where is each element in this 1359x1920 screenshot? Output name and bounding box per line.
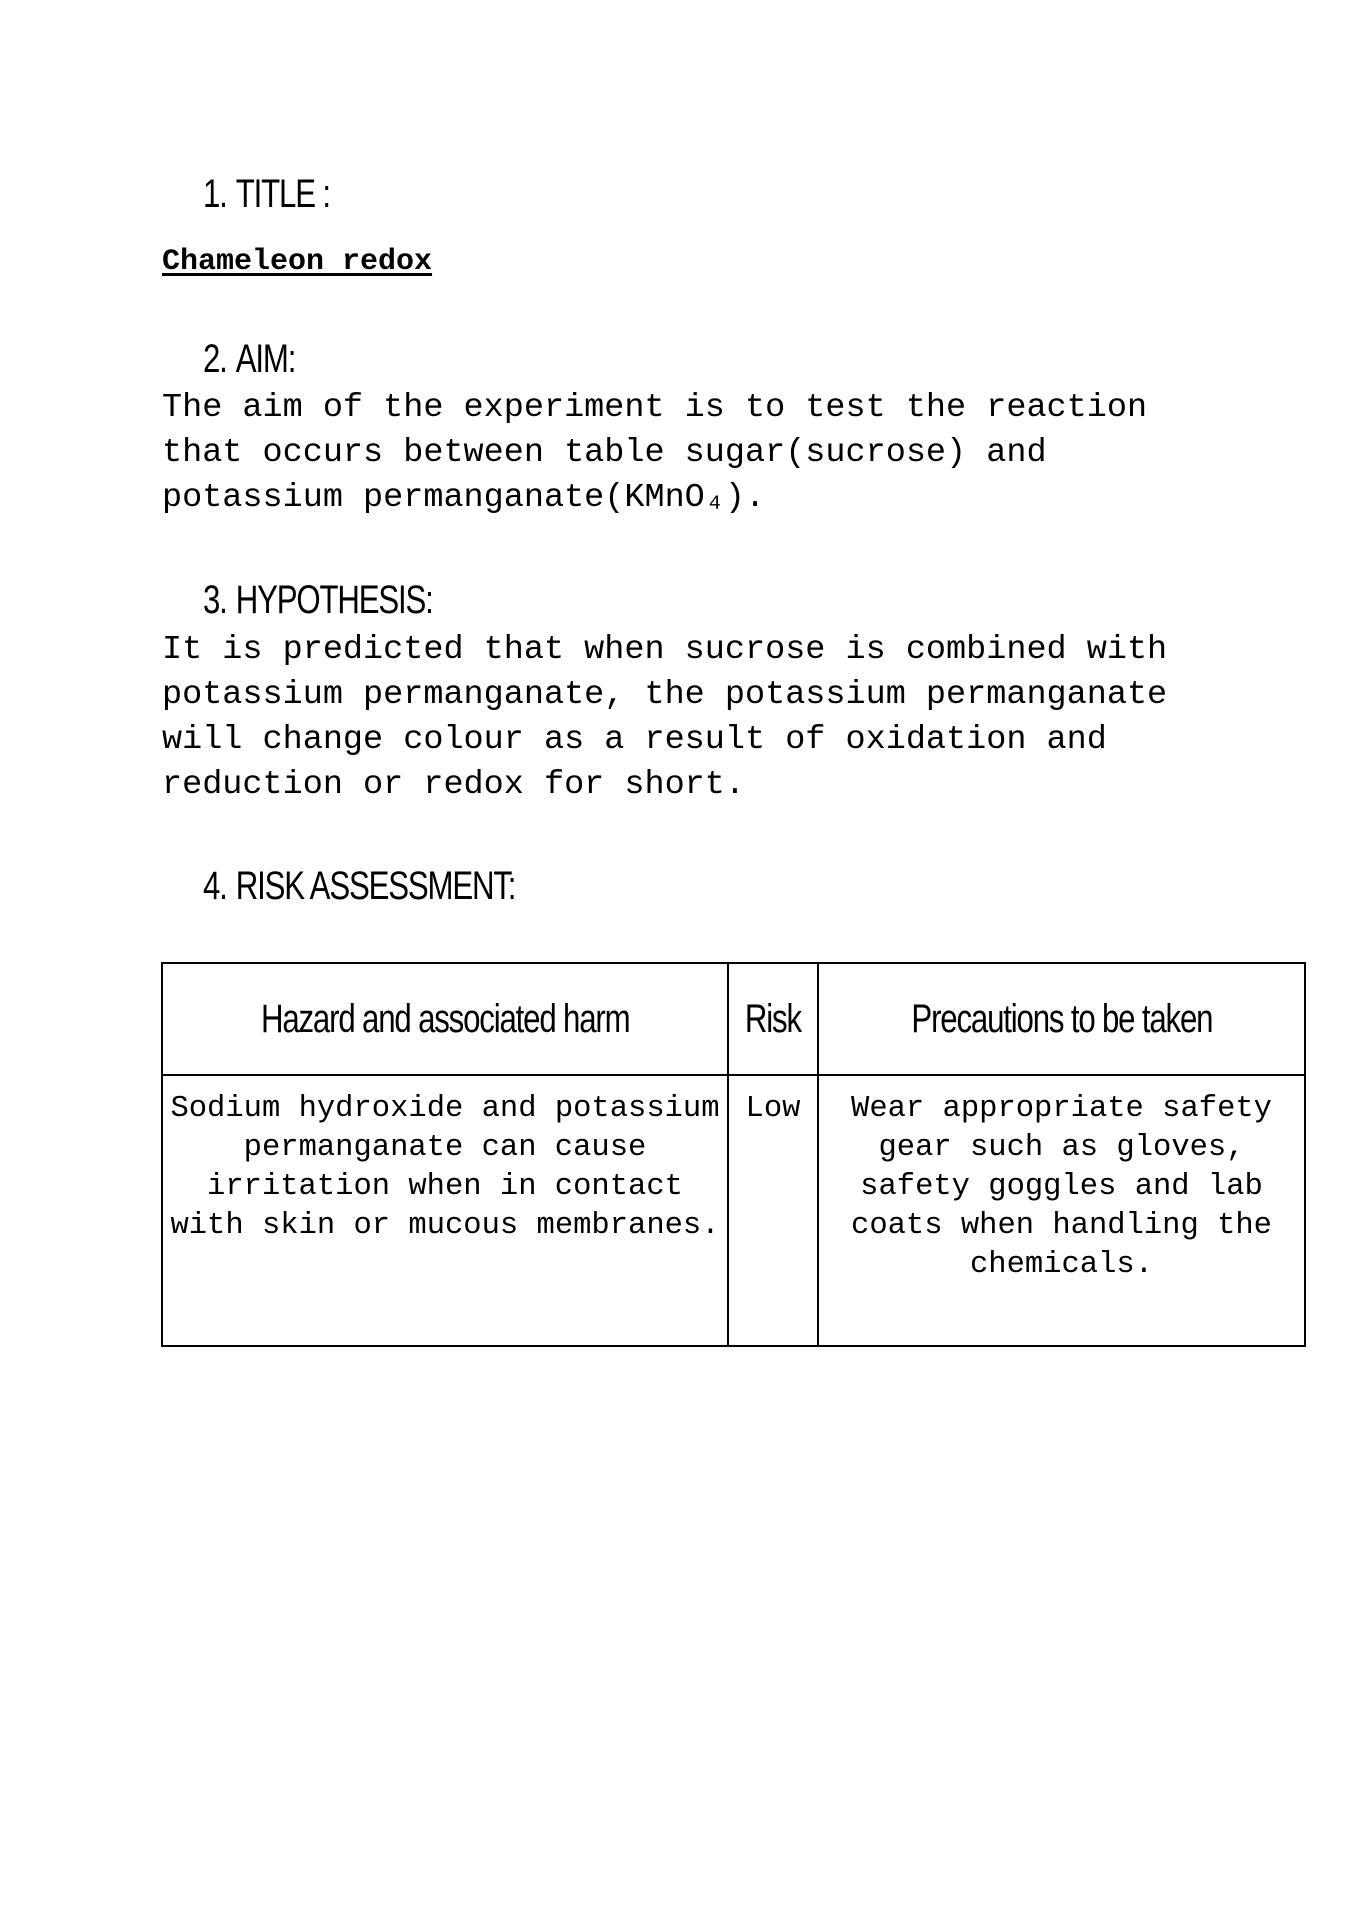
cell-hazard: Sodium hydroxide and potassium permanganate can cause irritation when in contact with skin or mucous membranes. [162, 1075, 728, 1346]
aim-line: that occurs between table sugar(sucrose) and [162, 434, 1047, 472]
hypothesis-line: potassium permanganate, the potassium permanganate [162, 676, 1168, 714]
aim-line: The aim of the experiment is to test the reaction [162, 389, 1148, 427]
hypothesis-line: will change colour as a result of oxidation and [162, 721, 1107, 759]
hypothesis-line: reduction or redox for short. [162, 766, 745, 804]
experiment-title: Chameleon redox [162, 245, 433, 279]
header-hazard: Hazard and associated harm [162, 963, 728, 1075]
section-heading-text: HYPOTHESIS: [235, 578, 433, 622]
hypothesis-line: It is predicted that when sucrose is combined with [162, 631, 1168, 669]
header-risk: Risk [728, 963, 818, 1075]
section-heading-text: RISK ASSESSMENT: [235, 864, 516, 908]
cell-risk: Low [728, 1075, 818, 1346]
section-number: 2. [203, 337, 227, 381]
table-header-row [162, 963, 1305, 1075]
section-heading-text: TITLE : [235, 172, 330, 216]
aim-paragraph [162, 386, 1147, 521]
section-heading-title [203, 170, 330, 218]
section-number: 1. [203, 172, 227, 216]
cell-precautions: Wear appropriate safety gear such as gloves, safety goggles and lab coats when handling the chemicals. [818, 1075, 1305, 1346]
section-heading-text: AIM: [235, 337, 296, 381]
risk-assessment-table [161, 962, 1306, 1347]
section-heading-aim [203, 335, 295, 383]
section-heading-hypothesis [203, 576, 433, 624]
table-row [162, 1075, 1305, 1346]
hypothesis-paragraph [162, 628, 1167, 808]
aim-line: potassium permanganate(KMnO₄). [162, 479, 766, 517]
header-precautions: Precautions to be taken [818, 963, 1305, 1075]
section-number: 3. [203, 578, 227, 622]
section-heading-risk [203, 862, 515, 910]
section-number: 4. [203, 864, 227, 908]
